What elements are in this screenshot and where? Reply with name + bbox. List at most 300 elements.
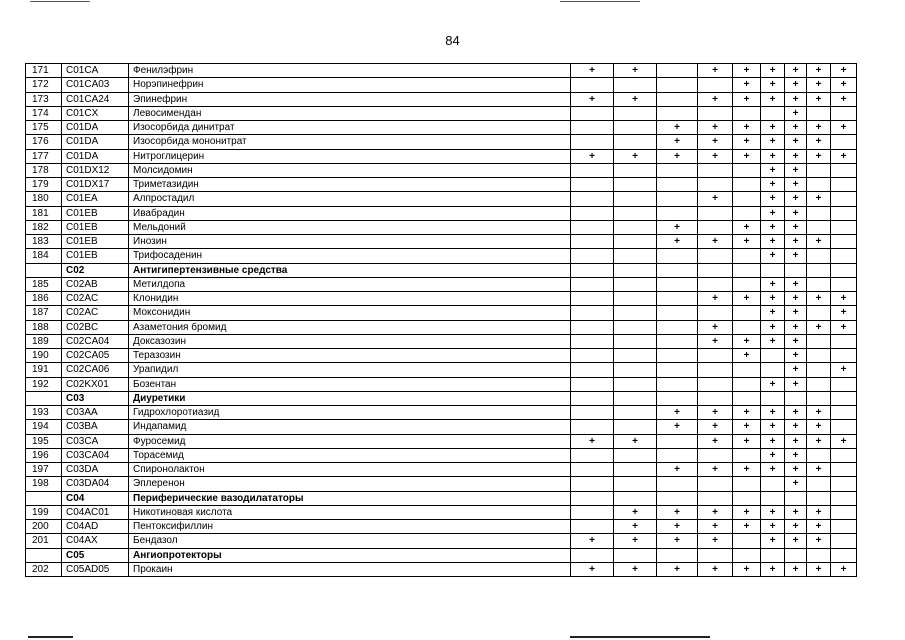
atc-code: C04AX (62, 534, 129, 548)
mark-cell (831, 406, 857, 420)
table-row (26, 135, 857, 149)
atc-code: C02KX01 (62, 377, 129, 391)
row-number: 184 (26, 249, 62, 263)
row-number: 175 (26, 121, 62, 135)
table-row (26, 78, 857, 92)
group-name: Периферические вазодилататоры (129, 491, 571, 505)
mark-cell: + (831, 78, 857, 92)
mark-cell: + (614, 562, 657, 576)
mark-cell: + (614, 149, 657, 163)
mark-cell (807, 448, 831, 462)
row-number: 172 (26, 78, 62, 92)
table-row (26, 377, 857, 391)
table-row (26, 463, 857, 477)
row-number (26, 548, 62, 562)
mark-cell (571, 206, 614, 220)
drug-name: Изосорбида динитрат (129, 121, 571, 135)
mark-cell (571, 277, 614, 291)
mark-cell (807, 349, 831, 363)
mark-cell (785, 548, 807, 562)
mark-cell (571, 520, 614, 534)
atc-code: C03DA (62, 463, 129, 477)
mark-cell: + (807, 78, 831, 92)
mark-cell: + (614, 520, 657, 534)
mark-cell: + (807, 64, 831, 78)
mark-cell (733, 163, 761, 177)
mark-cell (785, 263, 807, 277)
mark-cell: + (733, 64, 761, 78)
mark-cell (807, 377, 831, 391)
table-row (26, 220, 857, 234)
mark-cell (807, 206, 831, 220)
mark-cell: + (785, 334, 807, 348)
mark-cell: + (761, 135, 785, 149)
mark-cell (571, 420, 614, 434)
mark-cell (761, 491, 785, 505)
mark-cell (698, 377, 733, 391)
mark-cell: + (733, 121, 761, 135)
table-row (26, 434, 857, 448)
mark-cell (571, 135, 614, 149)
mark-cell (657, 377, 698, 391)
row-number: 185 (26, 277, 62, 291)
atc-code: C01EB (62, 235, 129, 249)
mark-cell (614, 477, 657, 491)
mark-cell: + (698, 534, 733, 548)
atc-code: C03CA (62, 434, 129, 448)
row-number: 171 (26, 64, 62, 78)
row-number: 198 (26, 477, 62, 491)
drug-name: Фенилэфрин (129, 64, 571, 78)
mark-cell: + (785, 92, 807, 106)
mark-cell: + (698, 192, 733, 206)
mark-cell: + (698, 135, 733, 149)
mark-cell: + (571, 64, 614, 78)
mark-cell (657, 349, 698, 363)
row-number: 199 (26, 505, 62, 519)
drug-name: Урапидил (129, 363, 571, 377)
mark-cell: + (571, 434, 614, 448)
mark-cell: + (733, 349, 761, 363)
drug-name: Бендазол (129, 534, 571, 548)
mark-cell (614, 391, 657, 405)
row-number: 186 (26, 292, 62, 306)
mark-cell: + (761, 505, 785, 519)
mark-cell: + (785, 520, 807, 534)
mark-cell (733, 320, 761, 334)
drug-name: Моксонидин (129, 306, 571, 320)
mark-cell (698, 349, 733, 363)
mark-cell (831, 334, 857, 348)
mark-cell: + (698, 320, 733, 334)
mark-cell (571, 263, 614, 277)
drug-name: Алпростадил (129, 192, 571, 206)
drug-name: Трифосаденин (129, 249, 571, 263)
row-number: 187 (26, 306, 62, 320)
mark-cell (614, 135, 657, 149)
mark-cell (657, 64, 698, 78)
mark-cell (831, 491, 857, 505)
mark-cell (807, 249, 831, 263)
mark-cell (831, 163, 857, 177)
drug-name: Никотиновая кислота (129, 505, 571, 519)
mark-cell (698, 163, 733, 177)
mark-cell (807, 220, 831, 234)
row-number: 179 (26, 178, 62, 192)
mark-cell (831, 420, 857, 434)
mark-cell (571, 320, 614, 334)
mark-cell: + (785, 463, 807, 477)
group-header-row (26, 491, 857, 505)
table-row (26, 92, 857, 106)
group-header-row (26, 391, 857, 405)
mark-cell: + (761, 92, 785, 106)
mark-cell (807, 263, 831, 277)
drug-name: Гидрохлоротиазид (129, 406, 571, 420)
mark-cell: + (807, 463, 831, 477)
mark-cell (698, 249, 733, 263)
mark-cell: + (761, 320, 785, 334)
mark-cell: + (807, 434, 831, 448)
mark-cell (657, 363, 698, 377)
mark-cell: + (733, 520, 761, 534)
drug-table (25, 63, 857, 577)
atc-code: C01DX17 (62, 178, 129, 192)
mark-cell: + (657, 406, 698, 420)
mark-cell (657, 320, 698, 334)
table-row (26, 448, 857, 462)
drug-name: Доксазозин (129, 334, 571, 348)
mark-cell: + (831, 92, 857, 106)
drug-name: Ивабрадин (129, 206, 571, 220)
mark-cell (657, 548, 698, 562)
row-number: 191 (26, 363, 62, 377)
group-name: Ангиопротекторы (129, 548, 571, 562)
mark-cell: + (698, 505, 733, 519)
mark-cell: + (785, 406, 807, 420)
mark-cell: + (614, 434, 657, 448)
mark-cell: + (698, 334, 733, 348)
mark-cell (571, 163, 614, 177)
mark-cell: + (614, 505, 657, 519)
mark-cell (571, 106, 614, 120)
mark-cell: + (733, 292, 761, 306)
table-row (26, 178, 857, 192)
table-row (26, 562, 857, 576)
mark-cell (698, 363, 733, 377)
mark-cell (614, 320, 657, 334)
mark-cell (733, 391, 761, 405)
mark-cell (761, 263, 785, 277)
mark-cell (571, 292, 614, 306)
mark-cell: + (761, 463, 785, 477)
mark-cell: + (807, 92, 831, 106)
mark-cell: + (785, 149, 807, 163)
table-row (26, 520, 857, 534)
mark-cell (831, 520, 857, 534)
mark-cell (831, 135, 857, 149)
row-number: 192 (26, 377, 62, 391)
mark-cell: + (761, 448, 785, 462)
mark-cell (614, 448, 657, 462)
mark-cell: + (761, 434, 785, 448)
mark-cell: + (761, 121, 785, 135)
group-code: C03 (62, 391, 129, 405)
row-number: 193 (26, 406, 62, 420)
mark-cell: + (761, 78, 785, 92)
mark-cell (571, 78, 614, 92)
mark-cell: + (698, 434, 733, 448)
mark-cell: + (698, 121, 733, 135)
atc-code: C01DA (62, 121, 129, 135)
mark-cell: + (761, 220, 785, 234)
atc-code: C03BA (62, 420, 129, 434)
mark-cell (571, 121, 614, 135)
mark-cell (698, 206, 733, 220)
mark-cell: + (698, 406, 733, 420)
row-number (26, 263, 62, 277)
mark-cell: + (761, 292, 785, 306)
mark-cell (831, 448, 857, 462)
mark-cell: + (785, 505, 807, 519)
mark-cell: + (733, 92, 761, 106)
mark-cell (614, 306, 657, 320)
row-number: 176 (26, 135, 62, 149)
mark-cell: + (785, 420, 807, 434)
mark-cell (614, 363, 657, 377)
mark-cell: + (733, 406, 761, 420)
mark-cell: + (657, 534, 698, 548)
mark-cell (614, 334, 657, 348)
mark-cell: + (733, 463, 761, 477)
mark-cell (733, 277, 761, 291)
table-row (26, 192, 857, 206)
drug-name: Азаметония бромид (129, 320, 571, 334)
mark-cell: + (807, 406, 831, 420)
atc-code: C04AC01 (62, 505, 129, 519)
drug-name: Спиронолактон (129, 463, 571, 477)
mark-cell (614, 406, 657, 420)
mark-cell (571, 306, 614, 320)
mark-cell (733, 377, 761, 391)
mark-cell (807, 306, 831, 320)
drug-name: Теразозин (129, 349, 571, 363)
mark-cell (698, 106, 733, 120)
mark-cell (614, 163, 657, 177)
drug-name: Клонидин (129, 292, 571, 306)
mark-cell (761, 391, 785, 405)
mark-cell: + (657, 235, 698, 249)
mark-cell (807, 277, 831, 291)
row-number: 181 (26, 206, 62, 220)
mark-cell (571, 220, 614, 234)
mark-cell (807, 178, 831, 192)
atc-code: C02AB (62, 277, 129, 291)
mark-cell: + (785, 220, 807, 234)
mark-cell: + (698, 235, 733, 249)
row-number: 197 (26, 463, 62, 477)
mark-cell (733, 306, 761, 320)
atc-code: C01CA (62, 64, 129, 78)
mark-cell (657, 491, 698, 505)
row-number: 194 (26, 420, 62, 434)
group-code: C02 (62, 263, 129, 277)
drug-name: Мельдоний (129, 220, 571, 234)
mark-cell: + (733, 434, 761, 448)
mark-cell (657, 391, 698, 405)
atc-code: C01EB (62, 206, 129, 220)
mark-cell: + (785, 178, 807, 192)
atc-code: C01DA (62, 135, 129, 149)
row-number: 201 (26, 534, 62, 548)
mark-cell: + (807, 235, 831, 249)
mark-cell (571, 406, 614, 420)
mark-cell (831, 220, 857, 234)
mark-cell (657, 92, 698, 106)
mark-cell: + (571, 562, 614, 576)
mark-cell: + (614, 534, 657, 548)
mark-cell (571, 477, 614, 491)
row-number (26, 491, 62, 505)
mark-cell (831, 192, 857, 206)
mark-cell (807, 334, 831, 348)
mark-cell: + (761, 377, 785, 391)
mark-cell (831, 477, 857, 491)
mark-cell (614, 249, 657, 263)
mark-cell: + (785, 277, 807, 291)
mark-cell (657, 192, 698, 206)
mark-cell: + (657, 505, 698, 519)
mark-cell: + (657, 149, 698, 163)
mark-cell (831, 206, 857, 220)
mark-cell: + (807, 192, 831, 206)
mark-cell (698, 178, 733, 192)
mark-cell: + (761, 192, 785, 206)
table-row (26, 306, 857, 320)
table-row (26, 206, 857, 220)
mark-cell (733, 448, 761, 462)
mark-cell (614, 263, 657, 277)
atc-code: C01CX (62, 106, 129, 120)
mark-cell (807, 477, 831, 491)
mark-cell: + (785, 163, 807, 177)
mark-cell: + (761, 235, 785, 249)
atc-code: C01EB (62, 220, 129, 234)
atc-code: C02AC (62, 306, 129, 320)
mark-cell (807, 491, 831, 505)
mark-cell (831, 505, 857, 519)
mark-cell (571, 491, 614, 505)
mark-cell: + (571, 534, 614, 548)
mark-cell (698, 448, 733, 462)
table-row (26, 163, 857, 177)
mark-cell (571, 505, 614, 519)
mark-cell: + (807, 420, 831, 434)
mark-cell (831, 263, 857, 277)
table-row (26, 363, 857, 377)
row-number: 177 (26, 149, 62, 163)
mark-cell: + (807, 292, 831, 306)
mark-cell: + (831, 64, 857, 78)
mark-cell (614, 548, 657, 562)
mark-cell: + (785, 363, 807, 377)
mark-cell: + (698, 292, 733, 306)
mark-cell (831, 463, 857, 477)
drug-name: Эпинефрин (129, 92, 571, 106)
mark-cell: + (614, 92, 657, 106)
table-row (26, 420, 857, 434)
mark-cell: + (831, 434, 857, 448)
mark-cell (657, 106, 698, 120)
mark-cell (761, 477, 785, 491)
mark-cell (657, 206, 698, 220)
mark-cell: + (785, 562, 807, 576)
mark-cell: + (807, 135, 831, 149)
mark-cell: + (785, 64, 807, 78)
mark-cell: + (761, 520, 785, 534)
row-number: 200 (26, 520, 62, 534)
mark-cell (831, 178, 857, 192)
mark-cell: + (571, 92, 614, 106)
mark-cell (614, 377, 657, 391)
group-code: C05 (62, 548, 129, 562)
atc-code: C02CA06 (62, 363, 129, 377)
table-row (26, 106, 857, 120)
mark-cell: + (761, 163, 785, 177)
mark-cell: + (733, 78, 761, 92)
atc-code: C03DA04 (62, 477, 129, 491)
mark-cell: + (761, 64, 785, 78)
mark-cell (614, 463, 657, 477)
mark-cell: + (698, 463, 733, 477)
mark-cell: + (657, 121, 698, 135)
table-row (26, 249, 857, 263)
table-row (26, 149, 857, 163)
mark-cell (698, 220, 733, 234)
drug-name: Инозин (129, 235, 571, 249)
mark-cell (571, 463, 614, 477)
mark-cell (761, 548, 785, 562)
mark-cell (571, 249, 614, 263)
drug-name: Метилдопа (129, 277, 571, 291)
mark-cell: + (807, 505, 831, 519)
mark-cell: + (807, 520, 831, 534)
table-row (26, 406, 857, 420)
mark-cell (614, 121, 657, 135)
mark-cell: + (657, 562, 698, 576)
table-row (26, 121, 857, 135)
atc-code: C01DX12 (62, 163, 129, 177)
mark-cell (807, 106, 831, 120)
drug-name: Молсидомин (129, 163, 571, 177)
mark-cell (698, 306, 733, 320)
mark-cell: + (761, 420, 785, 434)
drug-name: Бозентан (129, 377, 571, 391)
mark-cell (761, 363, 785, 377)
bottom-rule-right (570, 636, 710, 638)
group-name: Диуретики (129, 391, 571, 405)
mark-cell (831, 249, 857, 263)
mark-cell: + (807, 121, 831, 135)
mark-cell (571, 334, 614, 348)
mark-cell (571, 548, 614, 562)
table-row (26, 277, 857, 291)
mark-cell (657, 334, 698, 348)
row-number: 173 (26, 92, 62, 106)
top-rule-right (560, 1, 640, 2)
mark-cell (571, 178, 614, 192)
group-header-row (26, 548, 857, 562)
